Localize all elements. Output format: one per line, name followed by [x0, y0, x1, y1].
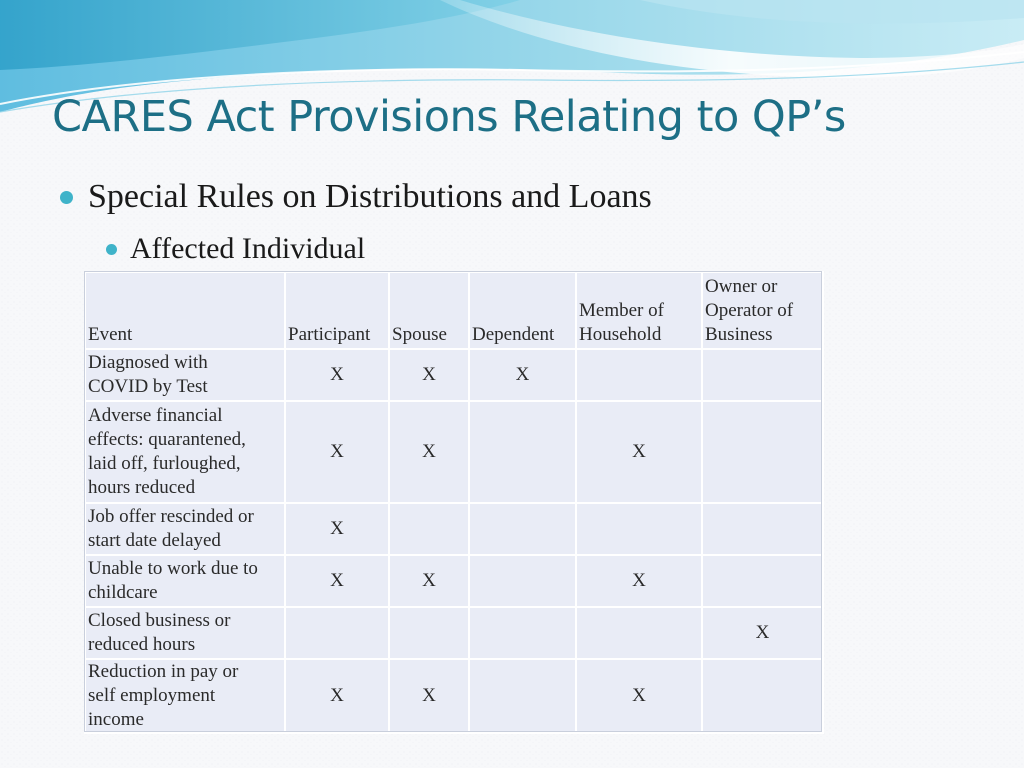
table-row [85, 349, 823, 401]
mark-cell [389, 607, 469, 659]
event-line: start date delayed [88, 530, 221, 551]
event-cell [85, 555, 285, 607]
event-line: Reduction in pay or [88, 661, 239, 682]
event-line: Adverse financial [88, 405, 223, 426]
event-line: income [88, 709, 144, 730]
mark-cell: X [285, 349, 389, 401]
event-cell [85, 659, 285, 733]
header-line: Dependent [472, 324, 555, 345]
mark-cell [469, 659, 576, 733]
mark-cell: X [389, 349, 469, 401]
header-participant [285, 272, 389, 349]
event-cell [85, 349, 285, 401]
bullet-dot-icon [106, 244, 117, 255]
mark-cell: X [285, 555, 389, 607]
event-line: Diagnosed with [88, 352, 208, 373]
table-row [85, 659, 823, 733]
event-line: laid off, furloughed, [88, 453, 241, 474]
mark-cell [469, 607, 576, 659]
mark-cell: X [389, 555, 469, 607]
header-line: Household [579, 324, 662, 345]
event-line: reduced hours [88, 634, 196, 655]
event-line: COVID by Test [88, 376, 208, 397]
mark-cell: X [576, 659, 702, 733]
event-line: effects: quarantened, [88, 429, 246, 450]
mark-cell [576, 349, 702, 401]
event-line: Job offer rescinded or [88, 506, 254, 527]
header-line: Owner or [705, 276, 778, 297]
header-line: Business [705, 324, 773, 345]
mark-cell [389, 503, 469, 555]
table-row [85, 555, 823, 607]
header-spouse [389, 272, 469, 349]
header-dependent [469, 272, 576, 349]
bullet-dot-icon [60, 191, 73, 204]
table-row [85, 401, 823, 503]
mark-cell: X [469, 349, 576, 401]
mark-cell: X [285, 401, 389, 503]
bullet-text: Special Rules on Distributions and Loans [88, 178, 652, 215]
event-line: Closed business or [88, 610, 231, 631]
mark-cell: X [576, 555, 702, 607]
table-header-row [85, 272, 823, 349]
mark-cell [285, 607, 389, 659]
mark-cell: X [702, 607, 823, 659]
mark-cell: X [285, 659, 389, 733]
mark-cell [469, 503, 576, 555]
mark-cell: X [389, 401, 469, 503]
bullet-text: Affected Individual [130, 232, 366, 265]
table-row [85, 607, 823, 659]
event-cell [85, 503, 285, 555]
mark-cell: X [285, 503, 389, 555]
event-line: Unable to work due to [88, 558, 258, 579]
slide-title: CARES Act Provisions Relating to QP’s [52, 92, 846, 142]
table-row [85, 503, 823, 555]
event-line: hours reduced [88, 477, 196, 498]
event-cell [85, 607, 285, 659]
mark-cell [702, 349, 823, 401]
bullet-level-1 [60, 178, 652, 216]
header-owner-operator-business [702, 272, 823, 349]
mark-cell [702, 555, 823, 607]
event-line: childcare [88, 582, 158, 603]
affected-individual-table [84, 271, 824, 734]
bullet-level-2 [106, 232, 365, 266]
mark-cell: X [576, 401, 702, 503]
mark-cell [576, 607, 702, 659]
header-line: Event [88, 324, 133, 345]
header-line: Spouse [392, 324, 447, 345]
event-cell [85, 401, 285, 503]
header-member-of-household [576, 272, 702, 349]
mark-cell [469, 555, 576, 607]
mark-cell [469, 401, 576, 503]
header-line: Participant [288, 324, 371, 345]
header-line: Operator of [705, 300, 794, 321]
event-line: self employment [88, 685, 216, 706]
header-line: Member of [579, 300, 664, 321]
mark-cell [576, 503, 702, 555]
mark-cell: X [389, 659, 469, 733]
header-event [85, 272, 285, 349]
mark-cell [702, 659, 823, 733]
mark-cell [702, 503, 823, 555]
mark-cell [702, 401, 823, 503]
